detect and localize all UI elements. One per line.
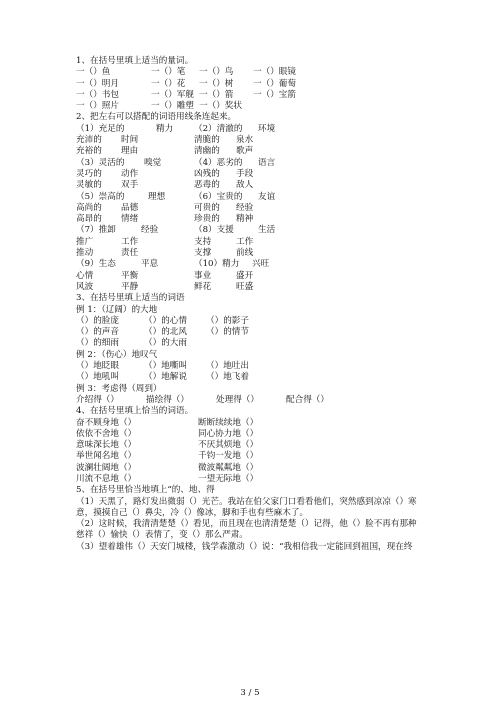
page-number: 3 / 5 (240, 688, 260, 698)
section4-title: 4、在括号里填上恰当的词语。 (76, 406, 194, 417)
left-match: 情绪 (121, 214, 139, 225)
example-1: 例 1：（辽阔）的大地 (76, 304, 158, 315)
blank-item: 一（）明月 (76, 78, 119, 89)
table-row (76, 101, 426, 112)
right-word: （8）支援 (194, 225, 234, 236)
right-word: 支撑 (194, 248, 212, 259)
table-row (76, 90, 426, 101)
blank-item: 意味深长地（） (76, 440, 137, 451)
right-word: （10）精力 (194, 259, 240, 270)
left-word: 高昂的 (76, 214, 102, 225)
pair-row (76, 271, 426, 282)
left-match: 双手 (121, 180, 139, 191)
blank-item: 一望无际地（） (198, 473, 259, 484)
blank-item: （）地眨眼 (76, 361, 119, 372)
left-word: （1）充足的 (76, 123, 125, 134)
left-match: 动作 (121, 168, 139, 179)
blank-item: 描绘得（） (146, 394, 189, 405)
section2-rows (76, 124, 426, 293)
right-word: 凶残的 (194, 168, 220, 179)
pair-row (76, 158, 426, 169)
left-word: 推广 (76, 236, 94, 247)
right-match: 前线 (236, 248, 254, 259)
paragraph-line: （3）望着雄伟（）天安门城楼，钱学森激动（）说：“我相信我一定能回到祖国，现在终 (76, 541, 413, 552)
blank-item: 一（）笔 (151, 67, 186, 78)
right-match: 工作 (236, 236, 254, 247)
section2-title: 2、把左右可以搭配的词语用线条连起来。 (76, 112, 237, 123)
blank-item: 一（）鸟 (199, 67, 234, 78)
left-word: 风波 (76, 281, 94, 292)
table-row (76, 372, 426, 383)
left-word: （9）生态 (76, 259, 116, 270)
pair-row (76, 214, 426, 225)
left-match: 平静 (121, 281, 139, 292)
blank-item: 一（）鱼 (76, 67, 111, 78)
left-word: 推动 (76, 248, 94, 259)
pair-row (76, 259, 426, 270)
right-match: 敌人 (236, 180, 254, 191)
blank-item: 一（）奖状 (199, 101, 242, 112)
blank-item: 配合得（） (286, 394, 329, 405)
blank-item: （）地嘶叫 (144, 361, 187, 372)
right-match: 旺盛 (236, 281, 254, 292)
table-row (76, 474, 426, 485)
blank-item: 一（）宝箭 (253, 89, 296, 100)
pair-row (76, 225, 426, 236)
blank-item: 一（）箭 (199, 89, 234, 100)
right-word: 清脆的 (194, 135, 220, 146)
right-match: 友谊 (258, 191, 276, 202)
pair-row (76, 192, 426, 203)
pair-row (76, 169, 426, 180)
right-word: 可贵的 (194, 202, 220, 213)
blank-item: 不厌其烦地（） (198, 440, 259, 451)
blank-item: （）地吐出 (206, 361, 249, 372)
right-word: （4）恶劣的 (194, 157, 243, 168)
left-match: 嗅觉 (144, 157, 162, 168)
table-row (76, 361, 426, 372)
blank-item: 介绍得（） (76, 394, 119, 405)
left-match: 理由 (121, 146, 139, 157)
left-word: 灵巧的 (76, 168, 102, 179)
right-match: 经验 (236, 202, 254, 213)
example-3: 例 3：考虑得（周到） (76, 383, 162, 394)
right-word: （2）清澈的 (194, 123, 243, 134)
blank-item: 奋不顾身地（） (76, 417, 137, 428)
right-word: 珍贵的 (194, 214, 220, 225)
right-word: 恶毒的 (194, 180, 220, 191)
left-word: 心情 (76, 270, 94, 281)
blank-item: 川流不息地（） (76, 473, 137, 484)
left-match: 责任 (121, 248, 139, 259)
left-match: 工作 (121, 236, 139, 247)
left-word: （5）崇高的 (76, 191, 125, 202)
left-match: 平衡 (121, 270, 139, 281)
right-match: 精神 (236, 214, 254, 225)
blank-item: 断断续续地（） (198, 417, 259, 428)
blank-item: （）的脸庞 (76, 315, 119, 326)
right-match: 生活 (258, 225, 276, 236)
right-match: 歌声 (236, 146, 254, 157)
right-match: 泉水 (236, 135, 254, 146)
table-row (76, 463, 426, 474)
paragraph-line: （2）这时候，我清清楚楚（）看见，而且现在也清清楚楚（）记得，他（）脸不再有那种 (76, 519, 417, 530)
paragraph-line: 慈祥（）愉快（）表情了，变（）那么严肃。 (76, 530, 248, 541)
pair-row (76, 248, 426, 259)
table-row (76, 327, 426, 338)
right-match: 盛开 (236, 270, 254, 281)
blank-item: 处理得（） (216, 394, 259, 405)
right-match: 手段 (236, 168, 254, 179)
left-match: 品德 (121, 202, 139, 213)
left-word: 灵敏的 (76, 180, 102, 191)
left-word: 充沛的 (76, 135, 102, 146)
table-row (76, 67, 426, 78)
blank-item: 一（）书包 (76, 89, 119, 100)
pair-row (76, 282, 426, 293)
table-row (76, 395, 426, 406)
blank-item: 同心协力地（） (198, 428, 259, 439)
pair-row (76, 135, 426, 146)
pair-row (76, 237, 426, 248)
blank-item: 一（）葡萄 (253, 78, 296, 89)
left-word: （3）灵活的 (76, 157, 125, 168)
blank-item: 一（）雕塑 (151, 101, 194, 112)
table-row (76, 440, 426, 451)
left-word: （7）推卸 (76, 225, 116, 236)
blank-item: 一（）树 (199, 78, 234, 89)
left-match: 平息 (141, 259, 159, 270)
pair-row (76, 124, 426, 135)
blank-item: （）地飞着 (206, 372, 249, 383)
left-match: 精力 (156, 123, 174, 134)
blank-item: （）的情节 (206, 327, 249, 338)
left-match: 经验 (141, 225, 159, 236)
blank-item: 一（）眼镜 (253, 67, 296, 78)
example-2: 例 2：（伤心）地叹气 (76, 349, 158, 360)
pair-row (76, 180, 426, 191)
right-match: 兴旺 (252, 259, 270, 270)
exercise-content (76, 56, 426, 553)
table-row (76, 316, 426, 327)
table-row (76, 79, 426, 90)
blank-item: 一（）照片 (76, 101, 119, 112)
blank-item: （）的声音 (76, 327, 119, 338)
blank-item: （）的北风 (144, 327, 187, 338)
right-word: 鲜花 (194, 281, 212, 292)
section1-rows (76, 67, 426, 112)
blank-item: （）的影子 (206, 315, 249, 326)
paragraph-line: （1）天黑了，路灯发出微弱（）光芒。我站在伯父家门口看看他们，突然感到凉凉（）寒 (76, 496, 417, 507)
left-word: 高尚的 (76, 202, 102, 213)
blank-item: 一（）花 (151, 78, 186, 89)
blank-item: 一（）军舰 (151, 89, 194, 100)
left-word: 充裕的 (76, 146, 102, 157)
table-row (76, 418, 426, 429)
blank-item: 波澜壮阔地（） (76, 462, 137, 473)
pair-row (76, 146, 426, 157)
right-match: 环境 (258, 123, 276, 134)
blank-item: 依依不舍地（） (76, 428, 137, 439)
blank-item: （）地解说 (144, 372, 187, 383)
left-match: 时间 (121, 135, 139, 146)
right-word: （6）宝贵的 (194, 191, 243, 202)
blank-item: （）的心情 (144, 315, 187, 326)
blank-item: 千钧一发地（） (198, 451, 259, 462)
right-word: 清幽的 (194, 146, 220, 157)
blank-item: （）的细雨 (76, 338, 119, 349)
section3-title: 3、在括号里填上适当的词语 (76, 293, 185, 304)
blank-item: 举世闻名地（） (76, 451, 137, 462)
right-word: 事业 (194, 270, 212, 281)
blank-item: （）的大雨 (144, 338, 187, 349)
table-row (76, 338, 426, 349)
right-match: 语言 (258, 157, 276, 168)
blank-item: 微波粼粼地（） (198, 462, 259, 473)
blank-item: （）地吼叫 (76, 372, 119, 383)
section1-title: 1、在括号里填上适当的量词。 (76, 56, 194, 66)
pair-row (76, 203, 426, 214)
right-word: 支持 (194, 236, 212, 247)
table-row (76, 429, 426, 440)
table-row (76, 451, 426, 462)
section5-title: 5、在括号里恰当地填上“的、地、得 (76, 485, 215, 496)
left-match: 理想 (148, 191, 166, 202)
paragraph-line: 意，摸摸自己（）鼻尖，冷（）像冰，脚和手也有些麻木了。 (76, 507, 309, 518)
